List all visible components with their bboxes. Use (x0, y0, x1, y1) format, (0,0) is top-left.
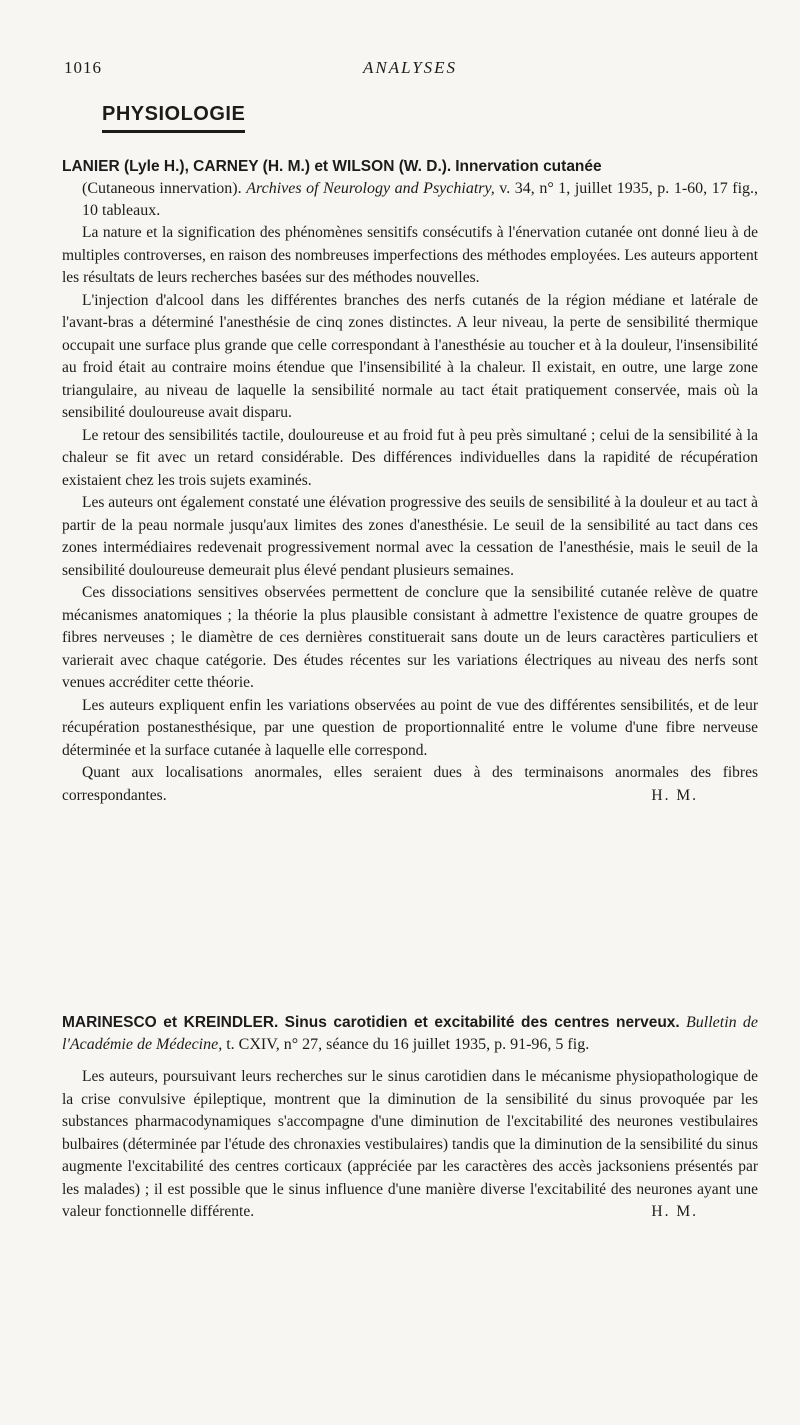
entry-citation: t. CXIV, n° 27, séance du 16 juillet 1935, p. 91-96, 5 fig. (226, 1036, 590, 1053)
entry-journal: Bulletin de l'Académie de Médecine, (62, 1014, 758, 1053)
running-title: ANALYSES (362, 58, 458, 77)
running-header (62, 58, 758, 82)
entry-authors: LANIER (Lyle H.), CARNEY (H. M.) et WILSON (W. D.). (62, 158, 452, 175)
entry-journal: Archives of Neurology and Psychiatry, (246, 180, 495, 197)
paragraph-text: Quant aux localisations anormales, elles seraient dues à des terminaisons anormales des fibres correspondantes. (62, 764, 758, 804)
reviewer-signature: H. M. (651, 786, 698, 804)
page-number: 1016 (64, 58, 102, 77)
paragraph: Les auteurs expliquent enfin les variations observées au point de vue des différentes sensibilités, et de leur récupération postanesthésique, par une question de proportionnalité entre le volume d'une fibre nerveuse déterminée et la surface cutanée à laquelle elle correspond. (62, 696, 758, 759)
paragraph-last (62, 762, 758, 807)
review-entry (62, 156, 758, 807)
reviewer-signature: H. M. (651, 1203, 698, 1220)
review-entry (62, 1012, 758, 1224)
paragraph: Les auteurs ont également constaté une élévation progressive des seuils de sensibilité à la douleur et au tact à partir de la peau normale jusqu'aux limites des zones d'anesthésie. Le seuil de la sensibilité au tact dans ces zones intermédiaires redevenait progressivement normal avec la cessation de l'anesthésie, mais le seuil de la sensibilité douloureuse demeurait plus élevé pendant plusieurs semaines. (62, 494, 758, 579)
entry-authors: MARINESCO et KREINDLER. (62, 1014, 279, 1031)
entry-heading (62, 156, 758, 222)
entry-citation: v. 34, n° 1, juillet 1935, p. 1-60, 17 fig., 10 tableaux. (82, 180, 759, 219)
entry-translation: (Cutaneous innervation). (82, 180, 242, 197)
entry-title: Sinus carotidien et excitabilité des centres nerveux. (284, 1014, 680, 1031)
section-title: PHYSIOLOGIE (102, 103, 245, 133)
paragraph-last (62, 1066, 758, 1224)
paragraph: Le retour des sensibilités tactile, douloureuse et au froid fut à peu près simultané ; celui de la sensibilité à la chaleur se fit avec un retard considérable. Des différences individuelles dans la rapidité de récupération existaient chez les trois sujets examinés. (62, 426, 758, 489)
entry-title: Innervation cutanée (455, 158, 602, 175)
paragraph: La nature et la signification des phénomènes sensitifs consécutifs à l'énervation cutanée ont donné lieu à de multiples controverses, en raison des nombreuses imperfections des méthodes employées. Les auteurs apportent les résultats de leurs recherches basées sur des méthodes nouvelles. (62, 224, 758, 286)
entry-heading (62, 1012, 758, 1056)
paragraph: Ces dissociations sensitives observées permettent de conclure que la sensibilité cutanée relève de quatre mécanismes anatomiques ; la théorie la plus plausible consistant à admettre l'existence de quatre groupes de fibres nerveuses ; le diamètre de ces dernières constituerait sans doute un de leurs caractères particuliers et varierait avec chaque catégorie. Des études récentes sur les variations électriques au niveau des nerfs sont venues accréditer cette théorie. (62, 584, 758, 691)
paragraph: L'injection d'alcool dans les différentes branches des nerfs cutanés de la région médiane et latérale de l'avant-bras a déterminé l'anesthésie de cinq zones distinctes. A leur niveau, la perte de sensibilité thermique occupait une surface plus grande que celle correspondant à l'anesthésie au toucher et à la douleur, l'insensibilité au froid était au contraire moins étendue que l'insensibilité à la chaleur. Il existait, en outre, une large zone triangulaire, au niveau de laquelle la sensibilité normale au tact était pratiquement conservée, mais où la sensibilité douloureuse avait disparu. (62, 291, 758, 421)
paragraph-text: Les auteurs, poursuivant leurs recherches sur le sinus carotidien dans le mécanisme physiopathologique de la crise convulsive épileptique, montrent que la diminution de la sensibilité du sinus provoquée par les substances pharmacodynamiques s'accompagne d'une diminution de l'excitabilité des neurones vestibulaires bulbaires (déterminée par l'étude des chronaxies vestibulaires) tandis que la diminution de la sensibilité du sinus augmente l'excitabilité des centres corticaux (appréciée par les caractères des accès jacksoniens présentés par les malades) ; il est possible que le sinus influence d'une manière diverse l'excitabilité des neurones ayant une valeur fonctionnelle différente. (62, 1068, 758, 1220)
